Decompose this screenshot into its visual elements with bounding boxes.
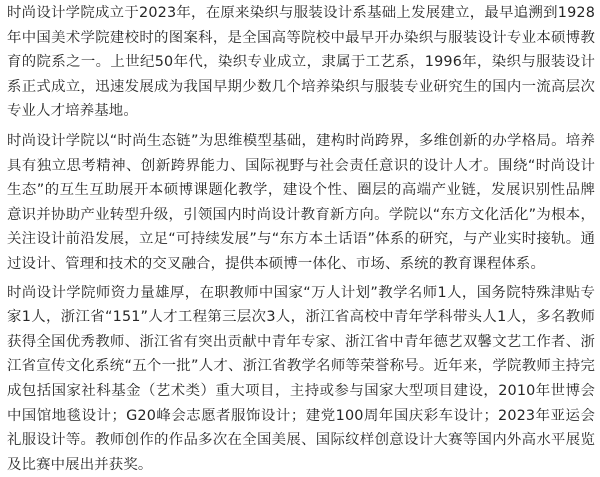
paragraph-history: 时尚设计学院成立于2023年，在原来染织与服装设计系基础上发展建立，最早追溯到1928年中国美术学院建校时的图案科，是全国高等院校中最早开办染织与服装设计专业本硕博教育的院系之一。上世纪50年代，染织专业成立，隶属于工艺系，1996年，染织与服装设计系正式成立，迅速发展成为我国早期少数几个培养染织与服装专业研究生的国内一流高层次专业人才培养基地。	[7, 5, 595, 120]
paragraph-faculty: 时尚设计学院师资力量雄厚，在职教师中国家“万人计划”教学名师1人，国务院特殊津贴专家1人，浙江省“151”人才工程第三层次3人，浙江省高校中青年学科带头人1人，多名教师获得全国优秀教师、浙江省有突出贡献中青年专家、浙江省中青年德艺双馨文艺工作者、浙江省宣传文化系统“五个一批”人才、浙江省教学名师等荣誉称号。近年来，学院教师主持完成包括国家社科基金（艺术类）重大项目，主持或参与国家大型项目建设，2010年世博会中国馆地毯设计；G20峰会志愿者服饰设计；建党100周年国庆彩车设计；2023年亚运会礼服设计等。教师创作的作品多次在全国美展、国际纹样创意设计大赛等国内外高水平展览及比赛中展出并获奖。	[7, 284, 595, 473]
paragraph-philosophy: 时尚设计学院以“时尚生态链”为思维模型基础，建构时尚跨界，多维创新的办学格局。培养具有独立思考精神、创新跨界能力、国际视野与社会责任意识的设计人才。围绕“时尚设计生态”的互生互助展开本硕博课题化教学，建设个性、圈层的高端产业链，发展识别性品牌意识并协助产业转型升级，引领国内时尚设计教育新方向。学院以“东方文化活化”为根本，关注设计前沿发展，立足“可持续发展”与“东方本土话语”体系的研究，与产业实时接轨。通过设计、管理和技术的交叉融合，提供本硕博一体化、市场、系统的教育课程体系。	[7, 132, 595, 272]
article-body	[7, 1, 595, 477]
